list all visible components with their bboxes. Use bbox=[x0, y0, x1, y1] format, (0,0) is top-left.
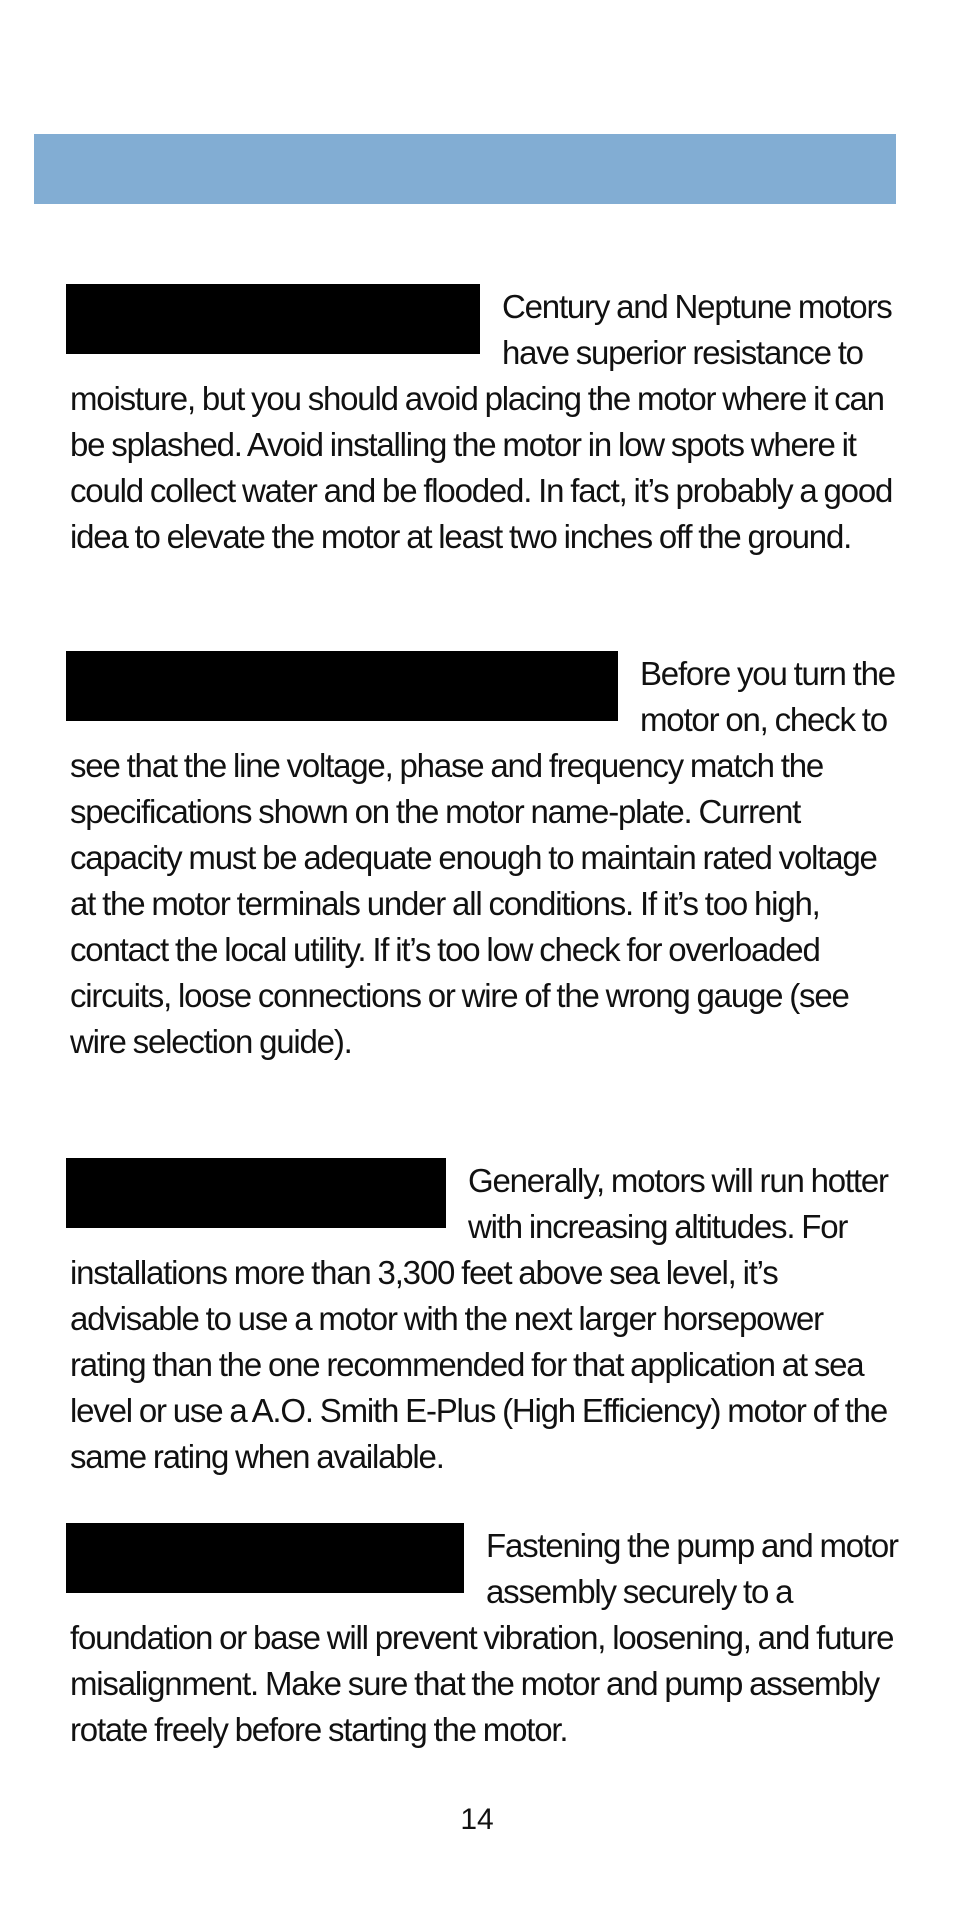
section-body: Before you turn the motor on, check to see that the line voltage, phase and frequency match the specifications shown on the motor name-plate. Current capacity must be adequate enough to maintain rated voltage at the motor terminals under all conditions. If it’s too high, contact the local utility. If it’s too low check for overloaded circuits, loose connections or wire of the wrong gauge (see wire selection guide). bbox=[70, 655, 895, 1060]
section-moisture bbox=[70, 284, 900, 560]
redacted-heading bbox=[66, 1523, 464, 1593]
section-mounting bbox=[70, 1523, 900, 1753]
section-altitude bbox=[70, 1158, 900, 1480]
redacted-heading bbox=[66, 1158, 446, 1228]
redacted-heading bbox=[66, 284, 480, 354]
header-band bbox=[34, 134, 896, 204]
section-body: Century and Neptune motors have superior resistance to moisture, but you should avoid placing the motor where it can be splashed. Avoid installing the motor in low spots where it could collect water and be flooded. In fact, it’s probably a good idea to elevate the motor at least two inches off the ground. bbox=[70, 288, 893, 555]
section-voltage bbox=[70, 651, 900, 1065]
redacted-heading bbox=[66, 651, 618, 721]
page-number: 14 bbox=[460, 1803, 494, 1836]
section-body: Generally, motors will run hotter with increasing altitudes. For installations more than 3,300 feet above sea level, it’s advisable to use a motor with the next larger horsepower rating than the one recommended for that application at sea level or use a A.O. Smith E-Plus (High Efficiency) motor of the same rating when available. bbox=[70, 1162, 888, 1475]
section-body: Fastening the pump and motor assembly securely to a foundation or base will prevent vibration, loosening, and future misalignment. Make sure that the motor and pump assembly rotate freely before starting the motor. bbox=[70, 1527, 898, 1748]
